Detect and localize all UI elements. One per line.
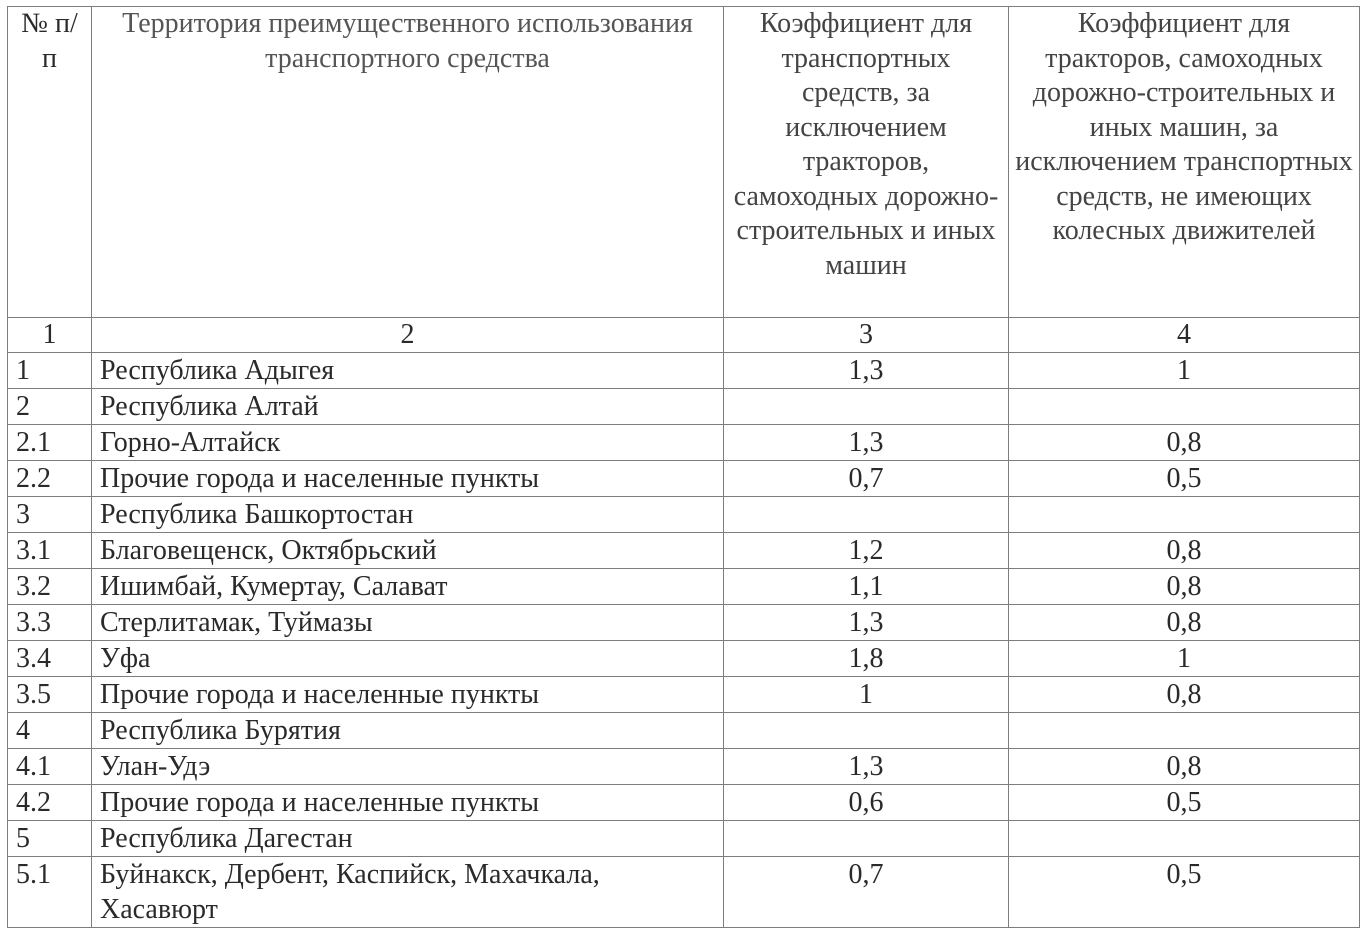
table-row (8, 425, 1360, 461)
coefficient-vehicles-cell: 0,7 (724, 461, 1009, 497)
row-number: 2.1 (8, 425, 92, 461)
territory-cell: Республика Адыгея (92, 353, 724, 389)
territory-cell: Республика Башкортостан (92, 497, 724, 533)
coefficient-tractors-cell (1009, 497, 1360, 533)
column-number: 3 (724, 318, 1009, 353)
territory-cell: Республика Бурятия (92, 713, 724, 749)
column-number-row (8, 318, 1360, 353)
header-coefficient-vehicles: Коэффициент для транспортных средств, за исключением тракторов, самоходных дорожно-строительных и иных машин (724, 7, 1009, 318)
coefficient-tractors-cell: 1 (1009, 641, 1360, 677)
column-number: 4 (1009, 318, 1360, 353)
coefficient-vehicles-cell: 1,2 (724, 533, 1009, 569)
territory-cell: Стерлитамак, Туймазы (92, 605, 724, 641)
territory-cell: Прочие города и населенные пункты (92, 461, 724, 497)
territory-cell: Благовещенск, Октябрьский (92, 533, 724, 569)
row-number: 4.1 (8, 749, 92, 785)
table-row (8, 353, 1360, 389)
row-number: 1 (8, 353, 92, 389)
territory-cell: Буйнакск, Дербент, Каспийск, Махачкала, Хасавюрт (92, 857, 724, 928)
coefficient-tractors-cell: 0,8 (1009, 677, 1360, 713)
header-row (8, 7, 1360, 318)
coefficient-tractors-cell: 0,8 (1009, 569, 1360, 605)
row-number: 5.1 (8, 857, 92, 928)
row-number: 2 (8, 389, 92, 425)
coefficient-tractors-cell (1009, 389, 1360, 425)
coefficient-tractors-cell: 1 (1009, 353, 1360, 389)
coefficient-tractors-cell: 0,8 (1009, 749, 1360, 785)
table-row (8, 461, 1360, 497)
table-row (8, 749, 1360, 785)
territory-cell: Уфа (92, 641, 724, 677)
row-number: 3.4 (8, 641, 92, 677)
coefficient-tractors-cell: 0,5 (1009, 857, 1360, 928)
table-row (8, 569, 1360, 605)
coefficient-tractors-cell: 0,5 (1009, 785, 1360, 821)
coefficient-vehicles-cell: 1,3 (724, 749, 1009, 785)
row-number: 3.3 (8, 605, 92, 641)
territory-cell: Республика Алтай (92, 389, 724, 425)
coefficient-vehicles-cell: 1,3 (724, 425, 1009, 461)
header-coefficient-tractors: Коэффициент для тракторов, самоходных дорожно-строительных и иных машин, за исключением транспортных средств, не имеющих колесных движителей (1009, 7, 1360, 318)
territory-cell: Ишимбай, Кумертау, Салават (92, 569, 724, 605)
column-number: 1 (8, 318, 92, 353)
territory-cell: Горно-Алтайск (92, 425, 724, 461)
territory-cell: Прочие города и населенные пункты (92, 785, 724, 821)
coefficient-tractors-cell: 0,8 (1009, 425, 1360, 461)
table-row (8, 677, 1360, 713)
row-number: 5 (8, 821, 92, 857)
territory-cell: Прочие города и населенные пункты (92, 677, 724, 713)
coefficient-table (7, 6, 1360, 928)
coefficient-vehicles-cell: 1,1 (724, 569, 1009, 605)
coefficient-vehicles-cell (724, 389, 1009, 425)
coefficient-vehicles-cell: 1,3 (724, 605, 1009, 641)
table-row (8, 533, 1360, 569)
coefficient-tractors-cell: 0,8 (1009, 605, 1360, 641)
table-row (8, 605, 1360, 641)
header-number: № п/п (8, 7, 92, 318)
row-number: 2.2 (8, 461, 92, 497)
coefficient-tractors-cell: 0,8 (1009, 533, 1360, 569)
coefficient-vehicles-cell (724, 713, 1009, 749)
territory-cell: Республика Дагестан (92, 821, 724, 857)
coefficient-vehicles-cell (724, 821, 1009, 857)
row-number: 3.5 (8, 677, 92, 713)
coefficient-vehicles-cell (724, 497, 1009, 533)
row-number: 4.2 (8, 785, 92, 821)
table-row (8, 785, 1360, 821)
header-territory: Территория преимущественного использования транспортного средства (92, 7, 724, 318)
coefficient-tractors-cell (1009, 713, 1360, 749)
table-row (8, 641, 1360, 677)
row-number: 4 (8, 713, 92, 749)
coefficient-tractors-cell: 0,5 (1009, 461, 1360, 497)
coefficient-vehicles-cell: 1,3 (724, 353, 1009, 389)
column-number: 2 (92, 318, 724, 353)
table-row (8, 389, 1360, 425)
table-row (8, 821, 1360, 857)
table-row (8, 857, 1360, 928)
coefficient-vehicles-cell: 0,7 (724, 857, 1009, 928)
coefficient-vehicles-cell: 0,6 (724, 785, 1009, 821)
row-number: 3.1 (8, 533, 92, 569)
coefficient-tractors-cell (1009, 821, 1360, 857)
coefficient-vehicles-cell: 1,8 (724, 641, 1009, 677)
coefficient-vehicles-cell: 1 (724, 677, 1009, 713)
row-number: 3.2 (8, 569, 92, 605)
territory-cell: Улан-Удэ (92, 749, 724, 785)
table-row (8, 713, 1360, 749)
table-row (8, 497, 1360, 533)
row-number: 3 (8, 497, 92, 533)
